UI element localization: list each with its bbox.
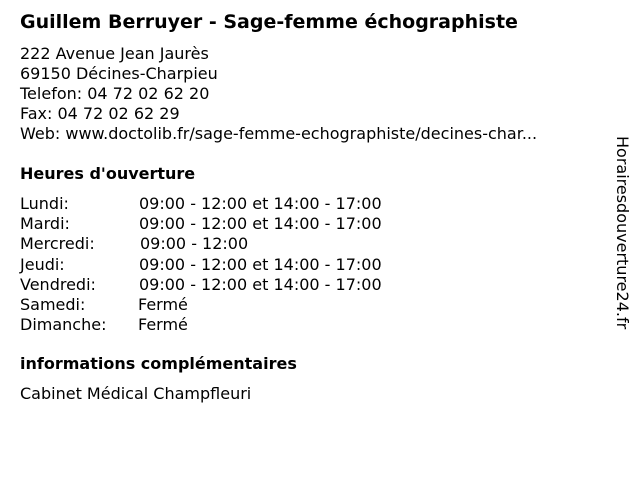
day-hours: Fermé bbox=[138, 294, 188, 314]
day-label: Dimanche: bbox=[20, 315, 107, 335]
day-hours: 09:00 - 12:00 bbox=[140, 234, 249, 254]
day-hours: 09:00 - 12:00 et 14:00 - 17:00 bbox=[139, 254, 382, 274]
contact-details bbox=[20, 44, 537, 144]
day-label: Vendredi: bbox=[20, 274, 96, 294]
additional-info-text: Cabinet Médical Champfleuri bbox=[20, 384, 252, 403]
additional-info-heading: informations complémentaires bbox=[20, 354, 297, 373]
website-link[interactable]: Web: www.doctolib.fr/sage-femme-echographiste/decines-char... bbox=[20, 124, 538, 143]
fax-number: Fax: 04 72 02 62 29 bbox=[20, 104, 180, 123]
day-label: Mercredi: bbox=[20, 234, 95, 254]
day-hours: 09:00 - 12:00 et 14:00 - 17:00 bbox=[139, 194, 382, 213]
site-watermark-text: Horairesdouverture24.fr bbox=[613, 136, 632, 330]
phone-number: Telefon: 04 72 02 62 20 bbox=[20, 84, 210, 103]
opening-hours-heading: Heures d'ouverture bbox=[20, 164, 196, 183]
day-label: Samedi: bbox=[20, 294, 86, 314]
address-city: 69150 Décines-Charpieu bbox=[20, 64, 218, 83]
page-title: Guillem Berruyer - Sage-femme échographiste bbox=[20, 11, 518, 33]
day-label: Mardi: bbox=[20, 214, 70, 234]
day-label: Lundi: bbox=[20, 194, 69, 213]
address-street: 222 Avenue Jean Jaurès bbox=[20, 44, 209, 63]
site-watermark bbox=[612, 136, 632, 372]
day-hours: 09:00 - 12:00 et 14:00 - 17:00 bbox=[139, 214, 382, 234]
day-label: Jeudi: bbox=[20, 254, 65, 274]
day-hours: 09:00 - 12:00 et 14:00 - 17:00 bbox=[139, 274, 382, 294]
day-hours: Fermé bbox=[138, 315, 188, 335]
